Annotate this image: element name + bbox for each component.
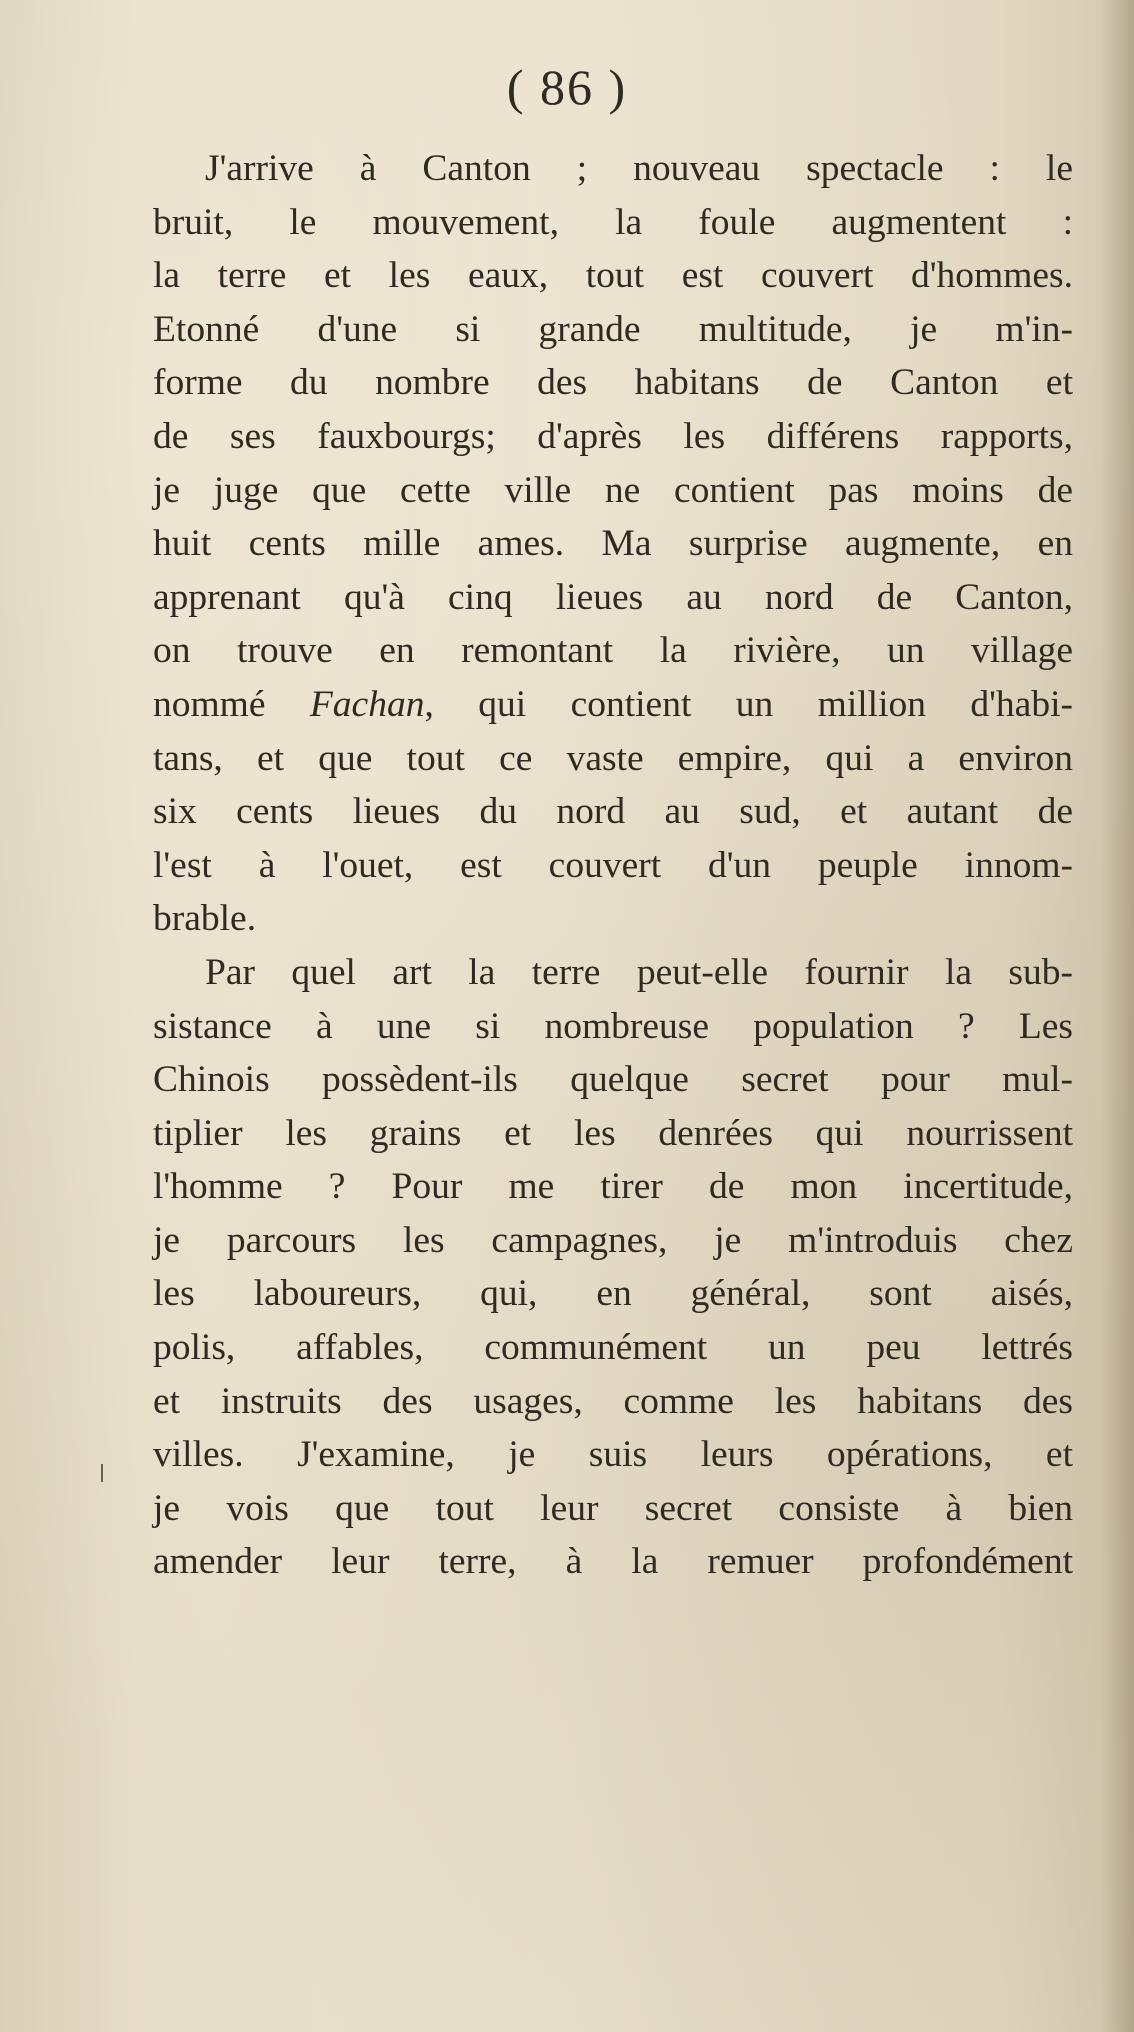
text-line: amender leur terre, à la remuer profondément bbox=[153, 1541, 1073, 1583]
margin-ink-mark bbox=[101, 1464, 103, 1482]
text-line: brable. bbox=[153, 898, 257, 940]
place-name-italic: Fachan bbox=[309, 683, 425, 725]
text-line: Etonné d'une si grande multitude, je m'in- bbox=[153, 308, 1073, 350]
text-line: on trouve en remontant la rivière, un village bbox=[153, 630, 1073, 672]
text-line: forme du nombre des habitans de Canton et bbox=[153, 362, 1073, 404]
text-line: l'est à l'ouet, est couvert d'un peuple innom- bbox=[153, 844, 1073, 886]
text-line: apprenant qu'à cinq lieues au nord de Canton, bbox=[153, 576, 1073, 618]
text-line: tans, et que tout ce vaste empire, qui a environ bbox=[153, 737, 1073, 779]
body-text bbox=[153, 142, 1073, 1589]
text-segment: , qui contient un million d'habi- bbox=[424, 683, 1073, 725]
text-line: J'arrive à Canton ; nouveau spectacle : le bbox=[205, 148, 1073, 189]
text-line: sistance à une si nombreuse population ? Les bbox=[153, 1005, 1073, 1047]
text-line: huit cents mille ames. Ma surprise augmente, en bbox=[153, 523, 1073, 565]
text-line: de ses fauxbourgs; d'après les différens rapports, bbox=[153, 415, 1073, 457]
text-line: et instruits des usages, comme les habitans des bbox=[153, 1380, 1073, 1422]
text-line: l'homme ? Pour me tirer de mon incertitude, bbox=[153, 1166, 1073, 1208]
text-line: les laboureurs, qui, en général, sont aisés, bbox=[153, 1273, 1073, 1315]
text-line: Par quel art la terre peut-elle fournir la sub- bbox=[205, 951, 1073, 993]
text-line: je juge que cette ville ne contient pas moins de bbox=[153, 469, 1073, 511]
text-line: tiplier les grains et les denrées qui nourrissent bbox=[153, 1112, 1073, 1154]
text-line: six cents lieues du nord au sud, et autant de bbox=[153, 791, 1073, 833]
text-line: je vois que tout leur secret consiste à bien bbox=[153, 1487, 1073, 1529]
text-segment: nommé bbox=[153, 683, 310, 725]
text-line: villes. J'examine, je suis leurs opérations, et bbox=[153, 1434, 1073, 1476]
page-number: ( 86 ) bbox=[506, 59, 628, 115]
page-edge-shadow bbox=[1100, 0, 1134, 2032]
text-line: bruit, le mouvement, la foule augmentent : bbox=[153, 201, 1073, 243]
text-line: je parcours les campagnes, je m'introduis chez bbox=[153, 1219, 1073, 1261]
text-line: polis, affables, communément un peu lettrés bbox=[153, 1327, 1073, 1369]
text-line bbox=[153, 678, 1073, 732]
text-line: la terre et les eaux, tout est couvert d'hommes. bbox=[153, 255, 1073, 297]
text-line: Chinois possèdent-ils quelque secret pour mul- bbox=[153, 1059, 1073, 1101]
